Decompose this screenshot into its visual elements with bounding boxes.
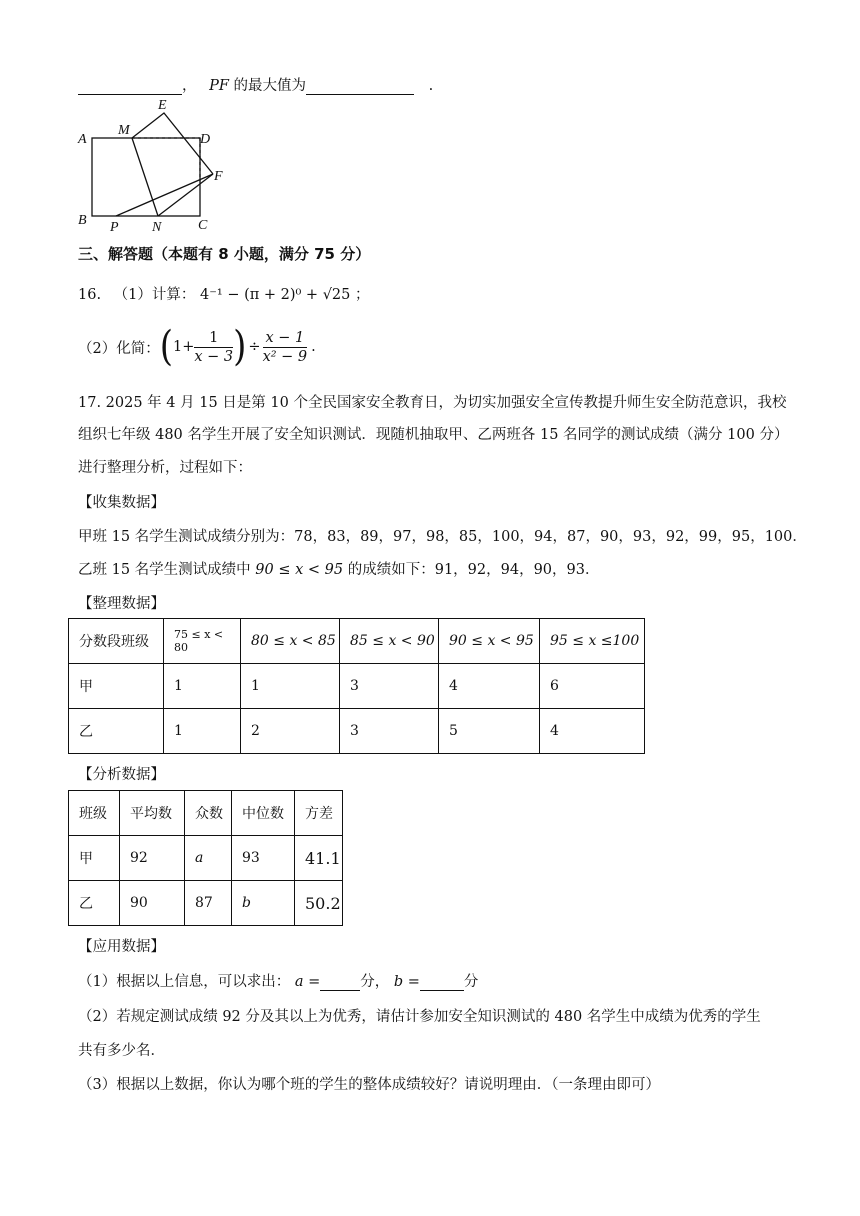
analyze-table-header [69, 791, 343, 836]
answer-blank-2[interactable] [306, 78, 414, 95]
right-paren: ) [233, 323, 247, 371]
apply-q2-line2: 共有多少名． [78, 1043, 165, 1059]
q17-intro-line3: 进行整理分析，过程如下： [78, 460, 252, 476]
var-b: b = [393, 974, 420, 990]
table-row [69, 664, 645, 709]
header-cell: 班级 [69, 791, 120, 836]
division-sign: ÷ [248, 339, 261, 355]
table-cell: 87 [185, 881, 232, 926]
table-cell: 乙 [69, 881, 120, 926]
table-cell: a [185, 836, 232, 881]
answer-blank-a[interactable] [320, 974, 360, 991]
table-cell: 乙 [69, 709, 164, 754]
table-cell: 3 [340, 664, 439, 709]
label-m: M [118, 123, 130, 138]
var-a: a = [294, 974, 321, 990]
fraction-2-denominator: x² − 9 [262, 348, 308, 365]
table-cell: 5 [439, 709, 540, 754]
header-cell: 85 ≤ x < 90 [340, 619, 439, 664]
max-value-text: 的最大值为 [233, 78, 307, 94]
fraction-1 [194, 329, 233, 366]
left-paren: ( [159, 323, 173, 371]
apply-q3: （3）根据以上数据，你认为哪个班的学生的整体成绩较好？请说明理由．（一条理由即可） [78, 1077, 660, 1093]
section-heading: 三、解答题（本题有 8 小题，满分 75 分） [78, 245, 371, 263]
label-f: F [214, 169, 223, 184]
q17-intro-line1: 17. 2025 年 4 月 15 日是第 10 个全民国家安全教育日，为切实加强安全宣传教提升师生安全防范意识，我校 [78, 395, 787, 411]
collect-jia: 甲班 15 名学生测试成绩分别为：78，83，89，97，98，85，100，94，87，90，93，92，99，95，100． [78, 529, 807, 545]
table-cell: 3 [340, 709, 439, 754]
table-cell: 2 [241, 709, 340, 754]
table-cell: b [232, 881, 295, 926]
apply-q1 [78, 970, 478, 991]
fraction-1-numerator: 1 [194, 329, 233, 348]
q16-part1 [78, 283, 370, 304]
apply-q2-line1: （2）若规定测试成绩 92 分及其以上为优秀，请估计参加安全知识测试的 480 名学生中成绩为优秀的学生 [78, 1009, 761, 1025]
table-row [69, 709, 645, 754]
answer-blank-b[interactable] [420, 974, 464, 991]
collect-yi [78, 558, 599, 579]
table-row [69, 836, 343, 881]
separator: ， [182, 78, 197, 94]
header-cell: 75 ≤ x < 80 [164, 619, 241, 664]
table-cell: 甲 [69, 664, 164, 709]
table-cell: 6 [540, 664, 645, 709]
one-plus: 1+ [173, 339, 195, 355]
organize-table-header [69, 619, 645, 664]
table-cell: 41.1 [295, 836, 343, 881]
fraction-2 [263, 329, 308, 366]
apply-heading: 【应用数据】 [78, 939, 165, 955]
table-cell: 93 [232, 836, 295, 881]
header-cell: 80 ≤ x < 85 [241, 619, 340, 664]
table-cell: 4 [540, 709, 645, 754]
collect-yi-prefix: 乙班 15 名学生测试成绩中 [78, 562, 251, 578]
fraction-1-denominator: x − 3 [194, 348, 234, 365]
geometry-figure [74, 96, 234, 236]
label-d: D [200, 132, 211, 147]
segment-pf: PF [209, 78, 229, 94]
q16-part2-prefix: （2）化简： [78, 340, 160, 357]
label-p: P [110, 220, 119, 235]
table-cell: 90 [120, 881, 185, 926]
apply-q1-mid: 分， [360, 974, 390, 990]
collect-yi-suffix: 的成绩如下：91，92，94，90，93． [347, 562, 600, 578]
q16-part1-expression: 4⁻¹ − (π + 2)⁰ + √25 [200, 287, 351, 303]
table-cell: 1 [164, 664, 241, 709]
fill-in-line [78, 74, 433, 95]
q16-part1-end: ； [355, 287, 370, 303]
q16-number: 16. [78, 287, 102, 303]
segment-pf-line [116, 174, 213, 216]
label-c: C [198, 218, 208, 233]
table-cell: 1 [241, 664, 340, 709]
table-cell: 4 [439, 664, 540, 709]
q16-part1-prefix: （1）计算： [113, 287, 196, 303]
table-cell: 1 [164, 709, 241, 754]
apply-q1-prefix: （1）根据以上信息，可以求出： [78, 974, 291, 990]
header-cell: 方差 [295, 791, 343, 836]
fraction-2-numerator: x − 1 [263, 329, 308, 348]
label-n: N [152, 220, 162, 235]
table-cell: 50.2 [295, 881, 343, 926]
header-cell: 平均数 [120, 791, 185, 836]
organize-heading: 【整理数据】 [78, 596, 165, 612]
table-row [69, 881, 343, 926]
header-cell: 中位数 [232, 791, 295, 836]
segment-nf [158, 174, 213, 216]
segment-mn [132, 138, 158, 216]
analyze-heading: 【分析数据】 [78, 767, 165, 783]
apply-q1-end: 分 [463, 974, 479, 990]
q16-part2 [78, 322, 316, 372]
header-cell: 90 ≤ x < 95 [439, 619, 540, 664]
q17-intro-line2: 组织七年级 480 名学生开展了安全知识测试．现随机抽取甲、乙两班各 15 名同学的测试成绩（满分 100 分） [78, 427, 789, 443]
header-cell: 95 ≤ x ≤100 [540, 619, 645, 664]
label-a: A [78, 132, 87, 147]
label-b: B [78, 213, 87, 228]
label-e: E [158, 98, 167, 113]
table-cell: 甲 [69, 836, 120, 881]
table-cell: 92 [120, 836, 185, 881]
collect-heading: 【收集数据】 [78, 495, 165, 511]
rectangle-abcd [92, 138, 200, 216]
answer-blank-1[interactable] [78, 78, 182, 95]
collect-yi-range: 90 ≤ x < 95 [255, 562, 344, 578]
header-cell: 众数 [185, 791, 232, 836]
organize-table [68, 618, 645, 754]
q16-part2-end: . [311, 339, 316, 355]
header-cell: 分数段班级 [69, 619, 164, 664]
period: . [428, 78, 434, 94]
analyze-table [68, 790, 343, 926]
